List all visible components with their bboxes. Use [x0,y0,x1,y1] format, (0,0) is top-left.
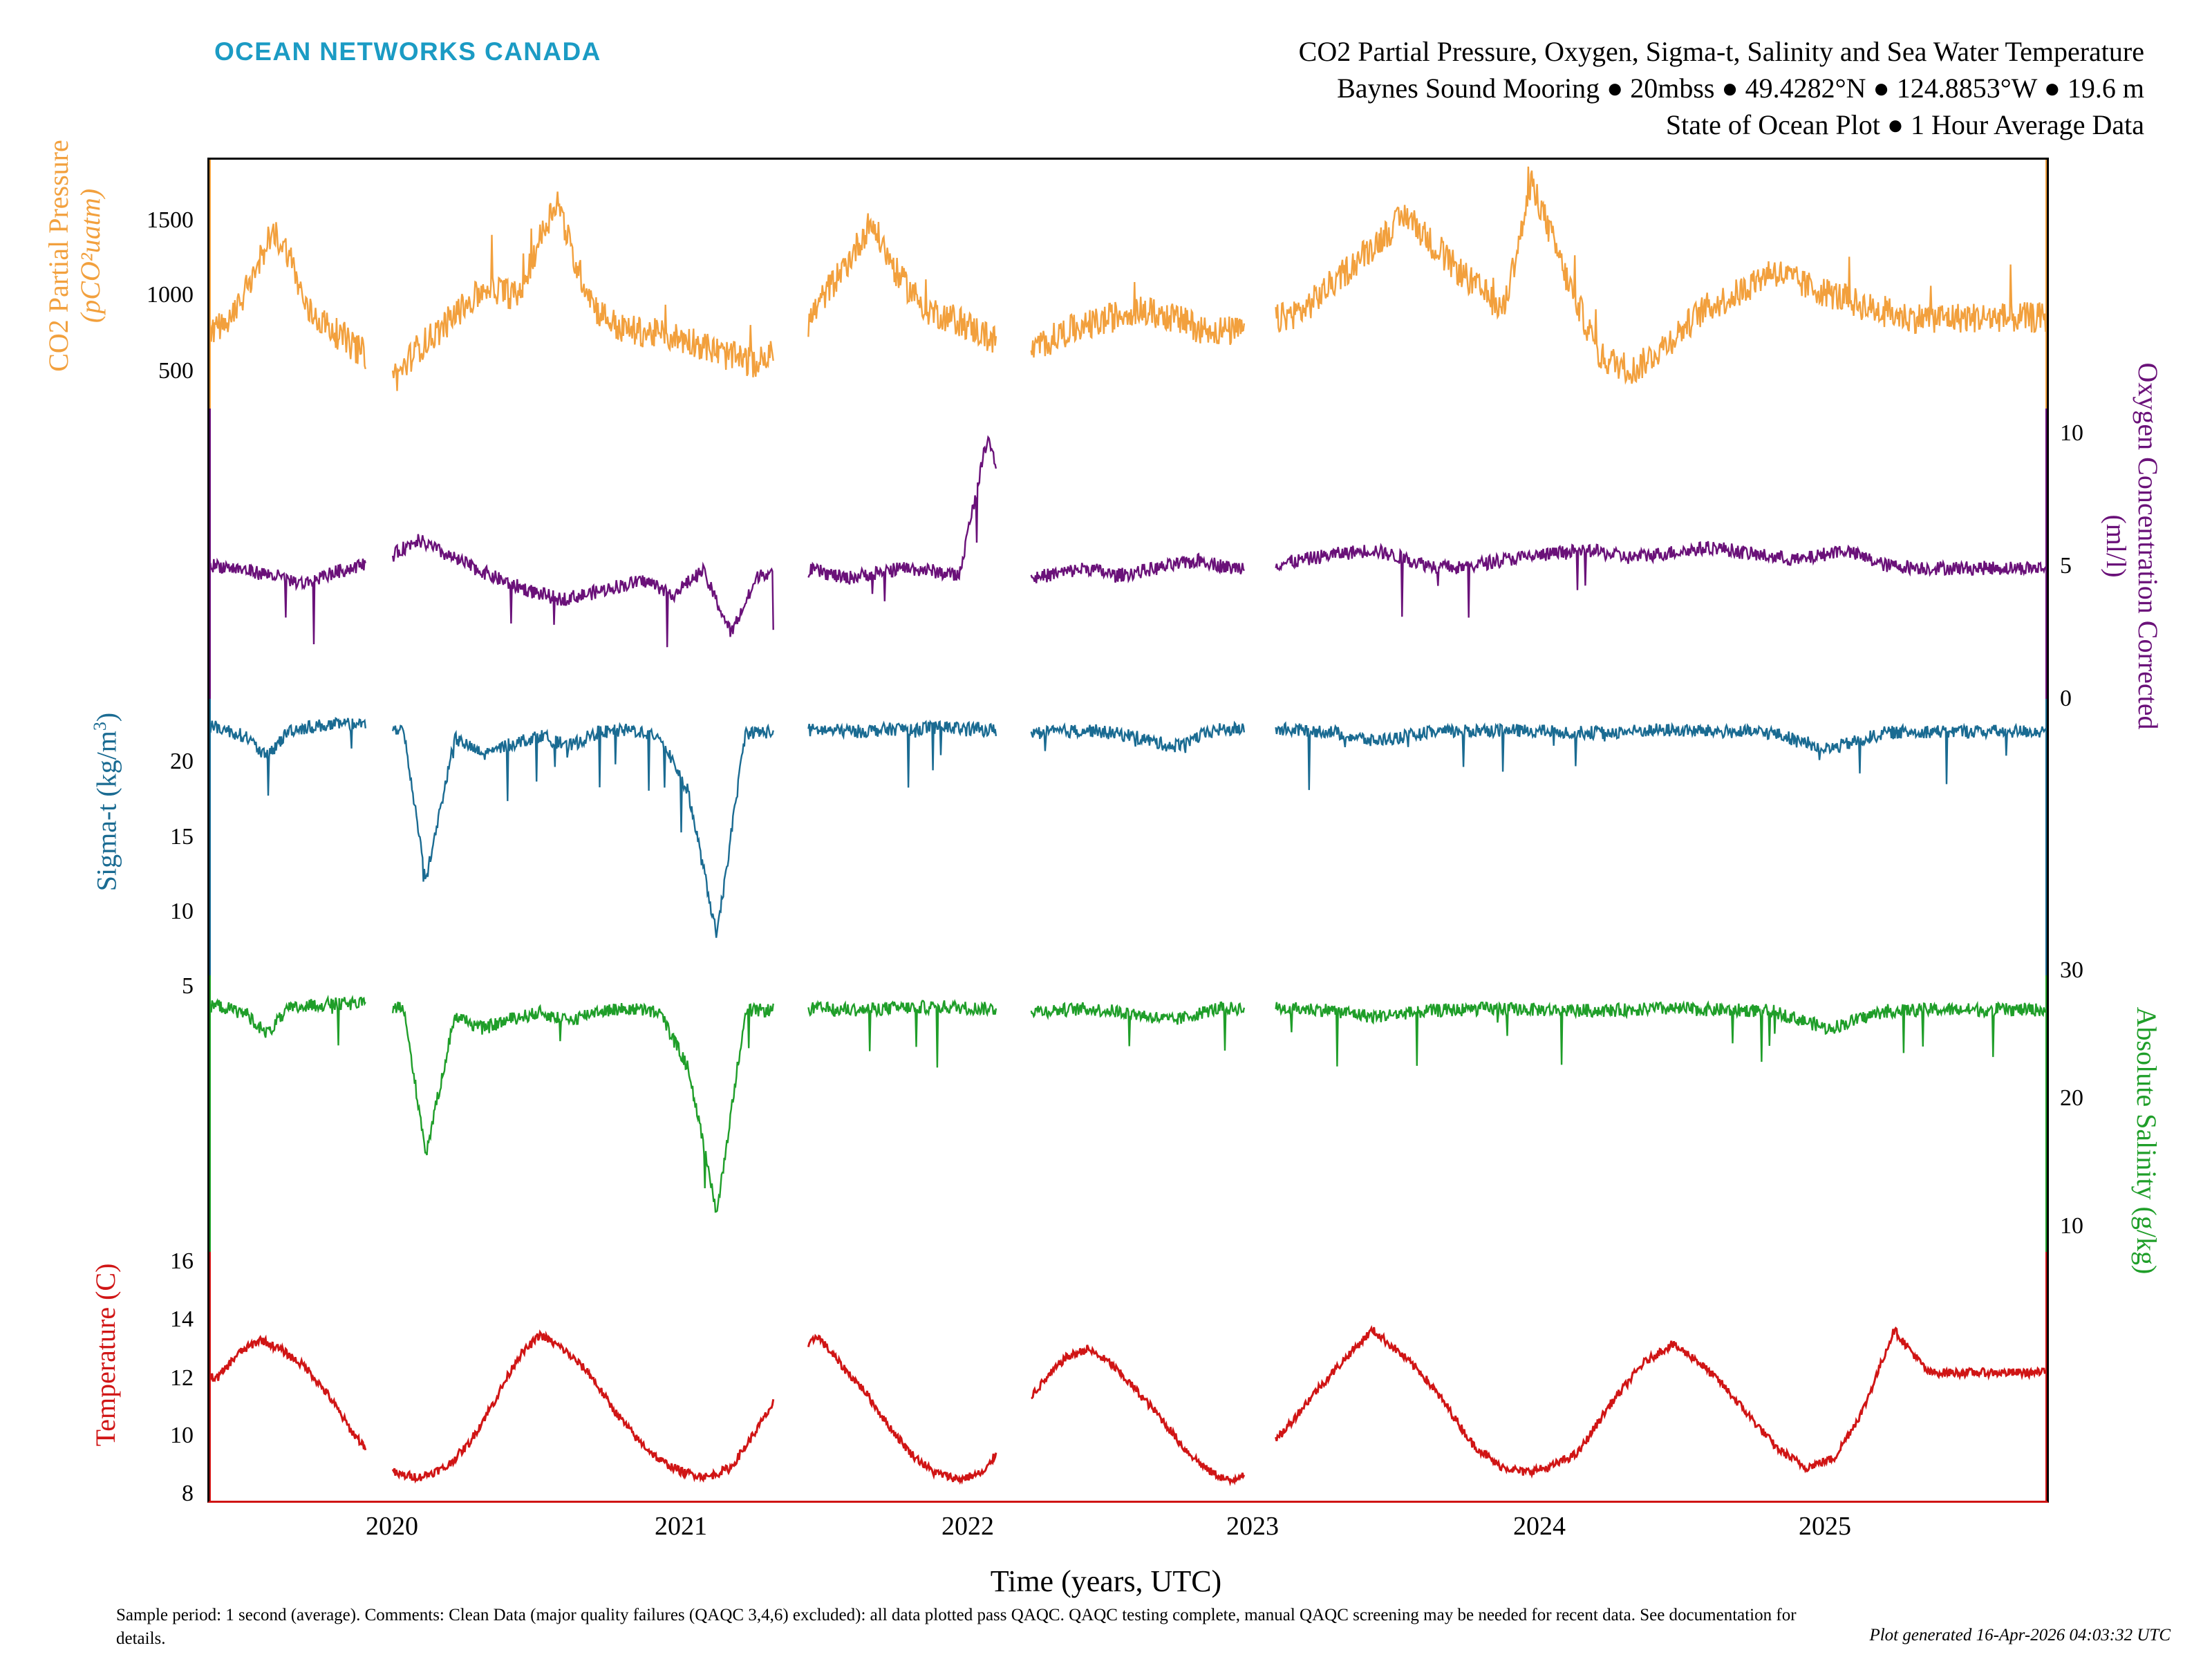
sigma-tick-10: 10 [170,899,194,924]
title-line-1: CO2 Partial Pressure, Oxygen, Sigma-t, Salinity and Sea Water Temperature [1298,36,2144,67]
title-line-3: State of Ocean Plot ● 1 Hour Average Data [1665,109,2144,141]
salinity-tick-10: 10 [2060,1213,2083,1239]
x-axis-label: Time (years, UTC) [990,1564,1222,1598]
series-oxygen-concentration-corrected [209,438,2049,648]
xtick-2023: 2023 [1226,1512,1279,1541]
xtick-2025: 2025 [1799,1512,1851,1541]
series-absolute-salinity [209,997,2049,1212]
co2-axis-title: CO2 Partial Pressure (pCO²uatm) [43,140,106,372]
oxygen-axis-title: Oxygen Concentration Corrected (ml/l) [2101,362,2164,730]
temp-tick-8: 8 [182,1481,194,1506]
oxygen-tick-5: 5 [2060,553,2072,579]
xtick-2021: 2021 [655,1512,707,1541]
series-co2-partial-pressure [209,167,2049,391]
title-line-2: Baynes Sound Mooring ● 20mbss ● 49.4282°N ● 124.8853°W ● 19.6 m [1337,73,2144,104]
plot-generated-stamp: Plot generated 16-Apr-2026 04:03:32 UTC [1869,1626,2171,1644]
xtick-2020: 2020 [366,1512,418,1541]
temp-tick-14: 14 [170,1306,194,1332]
temp-tick-12: 12 [170,1365,194,1391]
series-temperature [209,1327,2049,1483]
series-canvas [209,160,2047,1501]
temp-tick-16: 16 [170,1248,194,1274]
temperature-axis-title: Temperature (C) [90,1263,121,1447]
salinity-tick-20: 20 [2060,1085,2083,1111]
oxygen-tick-0: 0 [2060,686,2072,711]
xtick-2024: 2024 [1513,1512,1566,1541]
sigma-tick-15: 15 [170,824,194,850]
salinity-axis-title: Absolute Salinity (g/kg) [2131,1006,2162,1275]
xtick-2022: 2022 [941,1512,994,1541]
sample-period-note: Sample period: 1 second (average). Comments: Clean Data (major quality failures (QAQC 3,4,6) excluded): all data plotted pass QAQC. QAQC testing complete, manual QAQC screening may be needed for recent data. See documentation for details. [116,1606,1797,1648]
co2-tick-500: 500 [158,358,194,384]
sigma-axis-title: Sigma-t $(kg/m^3)$ [90,712,122,892]
sigma-tick-20: 20 [170,749,194,774]
co2-tick-1500: 1500 [147,207,194,233]
sigma-tick-5: 5 [182,973,194,999]
onc-logo: OCEAN NETWORKS CANADA [214,37,601,66]
temp-tick-10: 10 [170,1423,194,1448]
chart-title-block [1299,33,2144,144]
salinity-tick-30: 30 [2060,957,2083,983]
oxygen-tick-10: 10 [2060,420,2083,446]
state-of-ocean-plot[interactable] [207,158,2049,1503]
series-sigma-t [209,718,2049,938]
co2-tick-1000: 1000 [147,282,194,308]
series-svg [209,160,2049,1503]
